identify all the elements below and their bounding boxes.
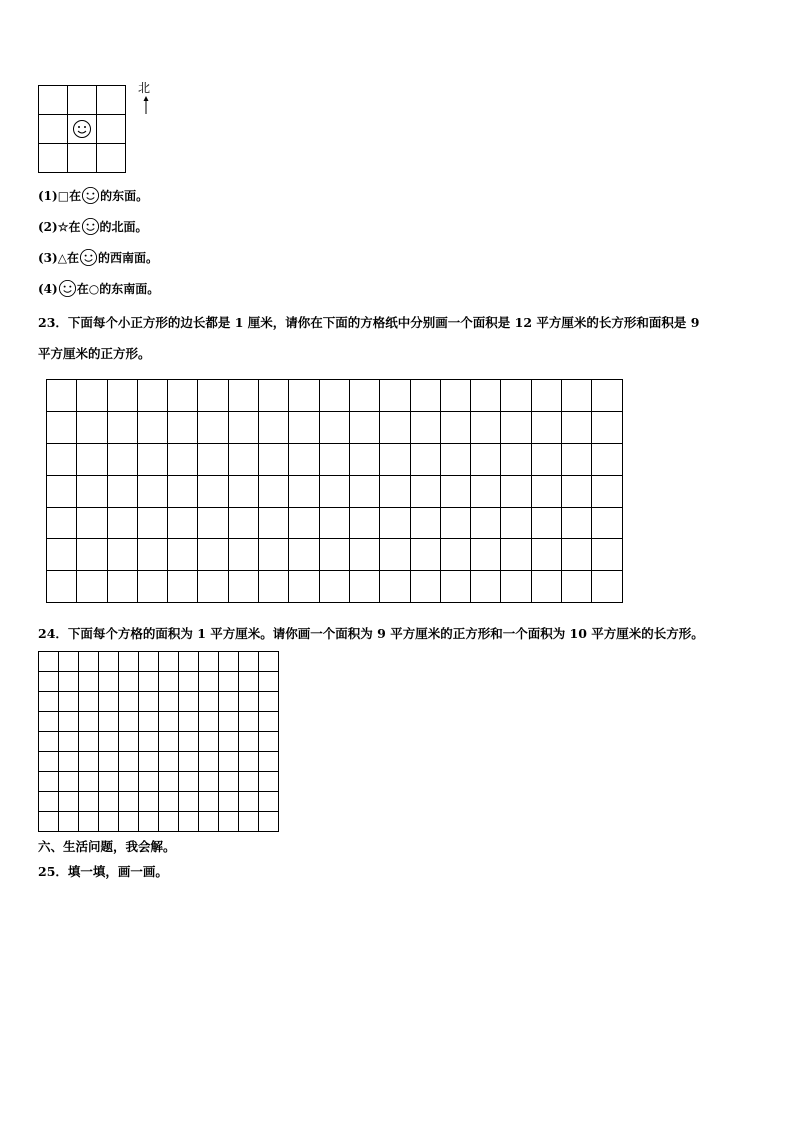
grid-cell[interactable]: [198, 539, 228, 571]
grid-cell[interactable]: [99, 752, 119, 772]
grid-cell[interactable]: [501, 443, 531, 475]
grid-cell[interactable]: [410, 380, 440, 412]
grid-cell[interactable]: [107, 380, 137, 412]
grid-cell[interactable]: [59, 672, 79, 692]
grid-cell[interactable]: [159, 752, 179, 772]
q23-grid-paper[interactable]: [46, 379, 623, 603]
grid-cell[interactable]: [471, 443, 501, 475]
grid-cell[interactable]: [179, 652, 199, 672]
grid-cell[interactable]: [259, 652, 279, 672]
grid-cell[interactable]: [159, 652, 179, 672]
grid-cell[interactable]: [139, 812, 159, 832]
grid-cell[interactable]: [137, 507, 167, 539]
grid-cell[interactable]: [119, 812, 139, 832]
grid-cell[interactable]: [39, 752, 59, 772]
grid-cell[interactable]: [59, 732, 79, 752]
grid-cell[interactable]: [562, 443, 592, 475]
grid-cell[interactable]: [119, 712, 139, 732]
grid-cell[interactable]: [159, 812, 179, 832]
grid-cell[interactable]: [168, 507, 198, 539]
grid-cell[interactable]: [39, 672, 59, 692]
direction-item-4: (4) 在 ○ 的东南面。: [38, 279, 159, 298]
grid-cell[interactable]: [471, 411, 501, 443]
grid-cell[interactable]: [47, 411, 77, 443]
grid-cell[interactable]: [79, 752, 99, 772]
grid-cell[interactable]: [289, 443, 319, 475]
grid-cell[interactable]: [259, 539, 289, 571]
grid-cell[interactable]: [259, 507, 289, 539]
grid-cell[interactable]: [319, 475, 349, 507]
grid-cell[interactable]: [562, 507, 592, 539]
grid-cell[interactable]: [179, 812, 199, 832]
grid-cell[interactable]: [59, 652, 79, 672]
grid-cell[interactable]: [440, 571, 470, 603]
grid-cell[interactable]: [119, 672, 139, 692]
grid-cell[interactable]: [179, 752, 199, 772]
grid-cell[interactable]: [349, 443, 379, 475]
grid-cell[interactable]: [168, 380, 198, 412]
grid-cell[interactable]: [199, 672, 219, 692]
grid-cell[interactable]: [79, 812, 99, 832]
grid-cell[interactable]: [137, 475, 167, 507]
grid-cell[interactable]: [39, 692, 59, 712]
grid-cell[interactable]: [259, 475, 289, 507]
grid-cell[interactable]: [119, 772, 139, 792]
grid-cell[interactable]: [39, 652, 59, 672]
grid-cell[interactable]: [380, 475, 410, 507]
grid-cell[interactable]: [562, 475, 592, 507]
grid-cell[interactable]: [198, 475, 228, 507]
grid-cell[interactable]: [119, 652, 139, 672]
north-label: 北: [137, 81, 150, 95]
grid-cell[interactable]: [219, 752, 239, 772]
grid-cell[interactable]: [198, 380, 228, 412]
grid-cell[interactable]: [119, 792, 139, 812]
grid-cell[interactable]: [289, 571, 319, 603]
grid-cell[interactable]: [107, 475, 137, 507]
grid-cell[interactable]: [471, 539, 501, 571]
grid-cell[interactable]: [139, 672, 159, 692]
grid-cell[interactable]: [592, 539, 622, 571]
grid-cell[interactable]: [139, 692, 159, 712]
grid-cell[interactable]: [349, 539, 379, 571]
grid-cell[interactable]: [410, 507, 440, 539]
grid-cell[interactable]: [107, 571, 137, 603]
grid-cell[interactable]: [219, 652, 239, 672]
grid-cell[interactable]: [501, 380, 531, 412]
grid-cell[interactable]: [380, 380, 410, 412]
q24-text: 24．下面每个方格的面积为 1 平方厘米。请你画一个面积为 9 平方厘米的正方形和一个面积为 10 平方厘米的长方形。: [38, 626, 704, 641]
direction-item-3: (3) △ 在 的西南面。: [38, 248, 158, 267]
grid-cell[interactable]: [219, 672, 239, 692]
q24-grid-paper[interactable]: [38, 651, 279, 832]
grid-cell[interactable]: [137, 539, 167, 571]
smiley-face-icon: [72, 119, 92, 139]
grid-cell[interactable]: [47, 571, 77, 603]
grid-cell[interactable]: [228, 507, 258, 539]
grid-cell[interactable]: [159, 772, 179, 792]
grid-cell[interactable]: [349, 380, 379, 412]
grid-cell[interactable]: [228, 411, 258, 443]
grid-cell[interactable]: [259, 732, 279, 752]
grid-cell[interactable]: [199, 732, 219, 752]
grid-cell[interactable]: [179, 672, 199, 692]
q23-text-line1: 23．下面每个小正方形的边长都是 1 厘米，请你在下面的方格纸中分别画一个面积是 12 平方厘米的长方形和面积是 9: [38, 315, 700, 330]
grid-cell[interactable]: [99, 692, 119, 712]
grid-cell[interactable]: [99, 712, 119, 732]
grid-cell[interactable]: [198, 507, 228, 539]
grid-cell[interactable]: [319, 539, 349, 571]
grid-cell[interactable]: [79, 692, 99, 712]
smiley-face-icon: [81, 186, 100, 205]
grid-cell[interactable]: [219, 732, 239, 752]
grid-cell[interactable]: [168, 475, 198, 507]
grid-cell[interactable]: [319, 411, 349, 443]
grid-cell[interactable]: [168, 411, 198, 443]
grid-cell[interactable]: [199, 812, 219, 832]
grid-cell[interactable]: [592, 571, 622, 603]
grid-cell[interactable]: [349, 411, 379, 443]
grid-cell[interactable]: [47, 380, 77, 412]
grid-cell[interactable]: [380, 507, 410, 539]
grid-cell[interactable]: [440, 380, 470, 412]
grid-cell[interactable]: [501, 475, 531, 507]
grid-cell[interactable]: [259, 712, 279, 732]
grid-cell[interactable]: [259, 411, 289, 443]
grid-cell[interactable]: [410, 411, 440, 443]
grid-cell[interactable]: [159, 692, 179, 712]
direction-grid: [38, 85, 126, 173]
grid-cell[interactable]: [168, 571, 198, 603]
grid-cell[interactable]: [159, 792, 179, 812]
grid-cell[interactable]: [219, 812, 239, 832]
grid-cell[interactable]: [410, 571, 440, 603]
grid-cell[interactable]: [198, 411, 228, 443]
star-symbol: ☆: [57, 219, 69, 234]
grid-cell[interactable]: [119, 732, 139, 752]
grid-cell[interactable]: [471, 571, 501, 603]
grid-cell[interactable]: [592, 475, 622, 507]
grid-cell[interactable]: [471, 507, 501, 539]
smiley-face-icon: [81, 217, 100, 236]
grid-cell[interactable]: [228, 443, 258, 475]
grid-cell[interactable]: [410, 475, 440, 507]
grid-cell[interactable]: [239, 692, 259, 712]
grid-cell[interactable]: [99, 812, 119, 832]
grid-cell[interactable]: [592, 507, 622, 539]
grid-cell[interactable]: [59, 752, 79, 772]
grid-cell[interactable]: [39, 812, 59, 832]
section6-title: 六、生活问题，我会解。: [38, 839, 176, 854]
grid-cell[interactable]: [349, 507, 379, 539]
grid-cell[interactable]: [107, 411, 137, 443]
grid-cell[interactable]: [179, 772, 199, 792]
grid-cell[interactable]: [39, 772, 59, 792]
grid-cell[interactable]: [39, 712, 59, 732]
grid-cell[interactable]: [259, 571, 289, 603]
grid-cell[interactable]: [139, 652, 159, 672]
grid-cell[interactable]: [592, 411, 622, 443]
grid-cell[interactable]: [79, 712, 99, 732]
grid-cell[interactable]: [199, 652, 219, 672]
grid-cell[interactable]: [239, 652, 259, 672]
grid-cell[interactable]: [99, 672, 119, 692]
grid-cell[interactable]: [501, 539, 531, 571]
grid-cell[interactable]: [107, 539, 137, 571]
grid-cell[interactable]: [137, 571, 167, 603]
grid-cell[interactable]: [440, 475, 470, 507]
grid-cell[interactable]: [59, 792, 79, 812]
grid-cell[interactable]: [592, 443, 622, 475]
grid-cell[interactable]: [319, 380, 349, 412]
grid-cell[interactable]: [228, 475, 258, 507]
grid-cell[interactable]: [319, 443, 349, 475]
grid-cell[interactable]: [47, 443, 77, 475]
grid-cell[interactable]: [349, 571, 379, 603]
grid-cell[interactable]: [239, 732, 259, 752]
grid-cell[interactable]: [562, 380, 592, 412]
grid-cell[interactable]: [77, 507, 107, 539]
grid-cell[interactable]: [380, 539, 410, 571]
smiley-face-icon: [58, 279, 77, 298]
q25-text: 25．填一填，画一画。: [38, 864, 168, 879]
grid-cell[interactable]: [562, 571, 592, 603]
grid-cell[interactable]: [119, 692, 139, 712]
grid-cell[interactable]: [259, 443, 289, 475]
grid-cell[interactable]: [531, 380, 561, 412]
grid-cell[interactable]: [592, 380, 622, 412]
grid-cell[interactable]: [47, 507, 77, 539]
grid-cell[interactable]: [77, 443, 107, 475]
grid-cell[interactable]: [239, 752, 259, 772]
grid-cell[interactable]: [179, 712, 199, 732]
grid-cell[interactable]: [199, 792, 219, 812]
grid-cell[interactable]: [501, 507, 531, 539]
grid-cell[interactable]: [77, 539, 107, 571]
grid-cell[interactable]: [159, 732, 179, 752]
grid-cell[interactable]: [319, 571, 349, 603]
grid-cell[interactable]: [79, 672, 99, 692]
grid-cell[interactable]: [79, 732, 99, 752]
grid-cell[interactable]: [228, 380, 258, 412]
grid-cell[interactable]: [219, 712, 239, 732]
grid-cell[interactable]: [289, 539, 319, 571]
grid-cell[interactable]: [239, 812, 259, 832]
grid-cell[interactable]: [77, 571, 107, 603]
grid-cell[interactable]: [77, 380, 107, 412]
grid-cell[interactable]: [440, 507, 470, 539]
grid-cell[interactable]: [319, 507, 349, 539]
grid-cell[interactable]: [239, 672, 259, 692]
grid-cell[interactable]: [531, 571, 561, 603]
grid-cell[interactable]: [501, 411, 531, 443]
smiley-face-icon: [79, 248, 98, 267]
grid-cell[interactable]: [531, 475, 561, 507]
grid-cell[interactable]: [562, 539, 592, 571]
grid-cell[interactable]: [501, 571, 531, 603]
grid-cell[interactable]: [107, 443, 137, 475]
grid-cell[interactable]: [410, 539, 440, 571]
grid-cell[interactable]: [259, 692, 279, 712]
grid-cell[interactable]: [440, 443, 470, 475]
grid-cell[interactable]: [39, 732, 59, 752]
grid-cell[interactable]: [562, 411, 592, 443]
grid-cell[interactable]: [59, 712, 79, 732]
grid-cell[interactable]: [168, 539, 198, 571]
grid-cell[interactable]: [259, 792, 279, 812]
q23-text-line2: 平方厘米的正方形。: [38, 346, 151, 361]
grid-cell[interactable]: [239, 792, 259, 812]
grid-cell[interactable]: [228, 571, 258, 603]
grid-cell[interactable]: [139, 792, 159, 812]
grid-cell[interactable]: [77, 411, 107, 443]
grid-cell[interactable]: [179, 692, 199, 712]
grid-cell[interactable]: [289, 507, 319, 539]
grid-cell[interactable]: [410, 443, 440, 475]
grid-cell[interactable]: [259, 772, 279, 792]
grid-cell[interactable]: [531, 539, 561, 571]
grid-cell[interactable]: [159, 712, 179, 732]
grid-cell[interactable]: [179, 732, 199, 752]
grid-cell[interactable]: [137, 380, 167, 412]
grid-cell[interactable]: [79, 792, 99, 812]
grid-cell[interactable]: [380, 443, 410, 475]
grid-cell[interactable]: [219, 792, 239, 812]
grid-cell[interactable]: [47, 475, 77, 507]
grid-cell[interactable]: [59, 772, 79, 792]
grid-cell[interactable]: [179, 792, 199, 812]
grid-cell[interactable]: [59, 812, 79, 832]
grid-cell[interactable]: [380, 571, 410, 603]
grid-cell[interactable]: [199, 692, 219, 712]
grid-cell[interactable]: [199, 772, 219, 792]
grid-cell[interactable]: [239, 772, 259, 792]
grid-cell[interactable]: [139, 772, 159, 792]
grid-cell[interactable]: [39, 792, 59, 812]
grid-cell[interactable]: [99, 792, 119, 812]
grid-cell[interactable]: [239, 712, 259, 732]
grid-cell[interactable]: [77, 475, 107, 507]
grid-cell[interactable]: [99, 652, 119, 672]
grid-cell[interactable]: [349, 475, 379, 507]
grid-cell[interactable]: [99, 772, 119, 792]
grid-cell[interactable]: [471, 380, 501, 412]
grid-cell[interactable]: [139, 752, 159, 772]
grid-cell[interactable]: [289, 380, 319, 412]
grid-cell[interactable]: [107, 507, 137, 539]
grid-cell[interactable]: [137, 411, 167, 443]
grid-cell[interactable]: [168, 443, 198, 475]
grid-cell[interactable]: [199, 752, 219, 772]
grid-cell[interactable]: [228, 539, 258, 571]
grid-cell[interactable]: [289, 411, 319, 443]
grid-cell[interactable]: [471, 475, 501, 507]
grid-cell[interactable]: [47, 539, 77, 571]
grid-cell[interactable]: [259, 752, 279, 772]
grid-cell[interactable]: [79, 652, 99, 672]
circle-symbol: ○: [88, 281, 100, 296]
direction-item-1: (1) □ 在 的东面。: [38, 186, 148, 205]
triangle-symbol: △: [57, 250, 67, 265]
grid-cell[interactable]: [219, 692, 239, 712]
grid-cell[interactable]: [198, 571, 228, 603]
grid-cell[interactable]: [440, 411, 470, 443]
grid-cell[interactable]: [139, 732, 159, 752]
grid-cell[interactable]: [259, 812, 279, 832]
grid-cell[interactable]: [119, 752, 139, 772]
grid-cell[interactable]: [289, 475, 319, 507]
grid-cell[interactable]: [159, 672, 179, 692]
square-symbol: □: [57, 188, 70, 203]
grid-cell[interactable]: [99, 732, 119, 752]
grid-cell[interactable]: [440, 539, 470, 571]
grid-cell[interactable]: [380, 411, 410, 443]
grid-cell[interactable]: [531, 443, 561, 475]
grid-cell[interactable]: [137, 443, 167, 475]
direction-item-2: (2) ☆ 在 的北面。: [38, 217, 148, 236]
grid-cell[interactable]: [59, 692, 79, 712]
grid-cell[interactable]: [531, 507, 561, 539]
grid-cell[interactable]: [259, 672, 279, 692]
grid-cell[interactable]: [199, 712, 219, 732]
north-arrow-icon: [143, 96, 149, 114]
grid-cell[interactable]: [219, 772, 239, 792]
grid-cell[interactable]: [531, 411, 561, 443]
grid-cell[interactable]: [79, 772, 99, 792]
grid-cell[interactable]: [259, 380, 289, 412]
grid-cell[interactable]: [139, 712, 159, 732]
grid-cell[interactable]: [198, 443, 228, 475]
